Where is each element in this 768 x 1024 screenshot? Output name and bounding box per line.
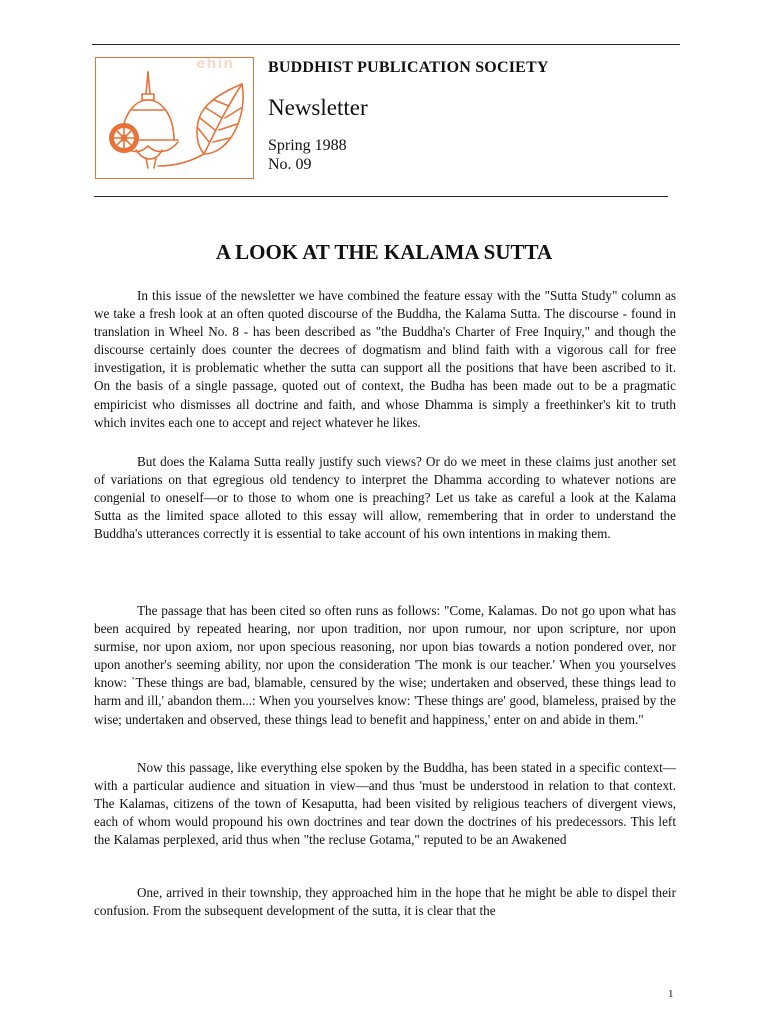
logo-background-lettering: ehin bbox=[196, 57, 235, 72]
organization-name: BUDDHIST PUBLICATION SOCIETY bbox=[268, 59, 549, 76]
body-paragraph: Now this passage, like everything else spoken by the Buddha, has been stated in a specific context—with a particular audience and situation in view—and thus 'must be understood in relation to that context. The Kalamas, citizens of the town of Kesaputta, had been visited by religious teachers of divergent views, each of whom would propound his own doctrines and tear down the doctrines of his predecessors. This left the Kalamas perplexed, arid thus when "the recluse Gotama," reputed to be an Awakened bbox=[94, 760, 676, 848]
bodhi-leaf-icon bbox=[197, 84, 243, 154]
body-paragraph: One, arrived in their township, they approached him in the hope that he might be able to dispel their confusion. From the subsequent development of the sutta, it is clear that the bbox=[94, 885, 676, 919]
masthead-rule bbox=[94, 196, 668, 197]
top-rule bbox=[92, 44, 680, 45]
issue-season: Spring 1988 bbox=[268, 137, 347, 154]
dharma-wheel-icon bbox=[109, 123, 139, 153]
body-paragraph: In this issue of the newsletter we have combined the feature essay with the "Sutta Study" column as we take a fresh look at an often quoted discourse of the Buddha, the Kalama Sutta. The discourse - found in translation in Wheel No. 8 - has been described as "the Buddha's Charter of Free Inquiry," and though the discourse certainly does counter the decrees of dogmatism and blind faith with a vigorous call for free investigation, it is problematic whether the sutta can support all the positions that have been ascribed to it. On the basis of a single passage, quoted out of context, the Budha has been made out to be a pragmatic empiricist who dismisses all doctrine and faith, and whose Dhamma is simply a freethinker's kit to truth which invites each one to accept and reject whatever he likes. bbox=[94, 288, 676, 430]
body-paragraph: But does the Kalama Sutta really justify such views? Or do we meet in these claims just another set of variations on that egregious old tendency to interpret the Dhamma according to whatever notions are congenial to oneself—or to those to whom one is preaching? Let us take as careful a look at the Kalama Sutta as the limited space alloted to this essay will allow, remembering that in order to understand the Buddha's utterances correctly it is essential to take account of his own intentions in making them. bbox=[94, 454, 676, 542]
page-number: 1 bbox=[668, 988, 674, 1000]
bps-logo bbox=[95, 57, 254, 179]
article-title: A LOOK AT THE KALAMA SUTTA bbox=[215, 240, 553, 264]
logo-artwork bbox=[96, 58, 252, 177]
body-paragraph: The passage that has been cited so often runs as follows: "Come, Kalamas. Do not go upon what has been acquired by repeated hearing, nor upon tradition, nor upon rumour, nor upon scripture, nor upon surmise, nor upon axiom, nor upon specious reasoning, nor upon bias towards a notion pondered over, nor upon another's seeming ability, nor upon the consideration 'The monk is our teacher.' When you yourselves know: `These things are bad, blamable, censured by the wise; undertaken and observed, these things lead to harm and ill,' abandon them...: When you yourselves know: 'These things are' good, blameless, praised by the wise; undertaken and observed, these things lead to benefit and happiness,' enter on and abide in them." bbox=[94, 603, 676, 727]
publication-name: Newsletter bbox=[268, 95, 368, 120]
issue-number: No. 09 bbox=[268, 156, 312, 173]
